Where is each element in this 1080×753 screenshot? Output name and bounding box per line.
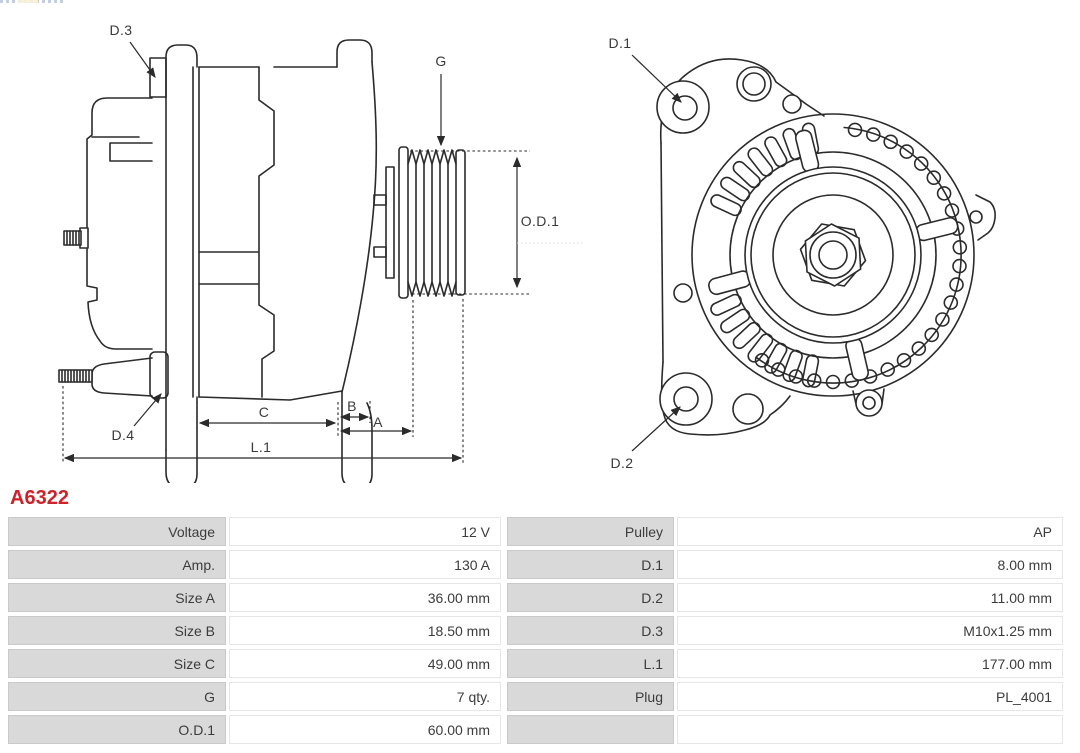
part-number: A6322	[10, 487, 69, 509]
spec-label: Amp.	[8, 550, 226, 579]
label-c: C	[258, 404, 270, 420]
spec-value: M10x1.25 mm	[677, 616, 1063, 645]
spec-label: G	[8, 682, 226, 711]
label-l1: L.1	[250, 439, 272, 455]
spec-table-right	[507, 517, 1063, 744]
label-d3: D.3	[109, 22, 133, 38]
label-g: G	[435, 53, 447, 69]
side-view-drawing	[59, 22, 582, 483]
spec-label: D.3	[507, 616, 674, 645]
spec-label: Size A	[8, 583, 226, 612]
spec-value: 60.00 mm	[229, 715, 501, 744]
spec-label: D.1	[507, 550, 674, 579]
spec-label	[507, 715, 674, 744]
spec-value: 8.00 mm	[677, 550, 1063, 579]
spec-value: 36.00 mm	[229, 583, 501, 612]
spec-value: 49.00 mm	[229, 649, 501, 678]
label-b: B	[347, 398, 357, 414]
spec-label: Plug	[507, 682, 674, 711]
spec-table-left	[8, 517, 501, 744]
spec-label: Size C	[8, 649, 226, 678]
label-a: A	[373, 414, 383, 430]
spec-value: PL_4001	[677, 682, 1063, 711]
spec-value: 18.50 mm	[229, 616, 501, 645]
spec-value: 11.00 mm	[677, 583, 1063, 612]
label-d2: D.2	[610, 455, 634, 471]
label-d4: D.4	[111, 427, 135, 443]
spec-value: 177.00 mm	[677, 649, 1063, 678]
spec-value: 130 A	[229, 550, 501, 579]
spec-label: L.1	[507, 649, 674, 678]
spec-label: D.2	[507, 583, 674, 612]
spec-value	[677, 715, 1063, 744]
label-od1: O.D.1	[520, 213, 560, 229]
spec-table	[8, 517, 1063, 744]
spec-value: 12 V	[229, 517, 501, 546]
spec-label: O.D.1	[8, 715, 226, 744]
spec-label: Size B	[8, 616, 226, 645]
spec-value: AP	[677, 517, 1063, 546]
spec-label: Voltage	[8, 517, 226, 546]
front-view-drawing	[609, 35, 996, 471]
spec-value: 7 qty.	[229, 682, 501, 711]
spec-label: Pulley	[507, 517, 674, 546]
label-d1: D.1	[608, 35, 632, 51]
